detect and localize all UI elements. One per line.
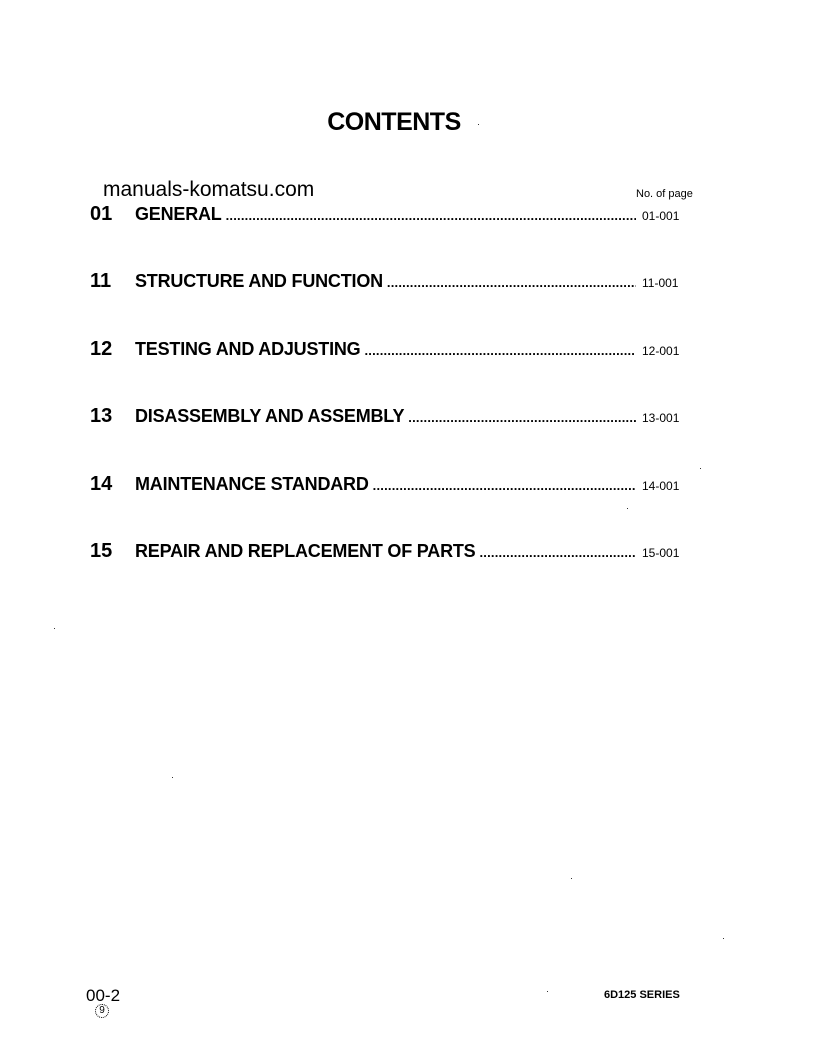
page-title: CONTENTS [327,108,461,136]
dot-leader [364,343,636,358]
toc-entry-repair-and-replacement[interactable] [90,540,690,563]
scan-speck [172,777,173,778]
page-column-header: No. of page [636,188,693,200]
section-number: 14 [90,473,113,495]
section-number: 11 [90,270,112,292]
dot-leader [226,208,636,223]
section-number: 12 [90,338,113,360]
section-title: REPAIR AND REPLACEMENT OF PARTS [135,541,476,561]
footer-series: 6D125 SERIES [604,989,680,1001]
scan-speck [723,938,724,939]
section-title: STRUCTURE AND FUNCTION [135,271,383,291]
scan-speck [478,124,479,125]
dot-leader [479,545,636,560]
toc-entry-disassembly-and-assembly[interactable] [90,405,690,428]
section-page: 13-001 [642,411,680,425]
section-page: 14-001 [642,479,680,493]
section-page: 11-001 [642,276,679,290]
section-number: 13 [90,405,113,427]
section-page: 12-001 [642,344,680,358]
toc-entry-maintenance-standard[interactable] [90,473,690,496]
section-number: 01 [90,203,113,225]
watermark: manuals-komatsu.com [103,178,315,201]
section-title: MAINTENANCE STANDARD [135,474,369,494]
footer-page-number: 00-2 [86,986,121,1005]
toc-entry-structure-and-function[interactable] [90,270,690,293]
scan-speck [627,508,628,509]
section-title: GENERAL [135,204,222,224]
scan-speck [54,628,55,629]
toc-entry-general[interactable] [90,203,690,226]
scan-speck [547,991,548,992]
scan-speck [700,468,701,469]
dot-leader [408,410,636,425]
section-number: 15 [90,540,113,562]
section-title: TESTING AND ADJUSTING [135,339,361,359]
dot-leader [373,478,636,493]
toc-entry-testing-and-adjusting[interactable] [90,338,690,361]
scan-speck [571,878,572,879]
section-page: 01-001 [642,209,680,223]
dot-leader [387,275,636,290]
revision-mark: 9 [95,1004,109,1018]
section-title: DISASSEMBLY AND ASSEMBLY [135,406,405,426]
section-page: 15-001 [642,546,680,560]
